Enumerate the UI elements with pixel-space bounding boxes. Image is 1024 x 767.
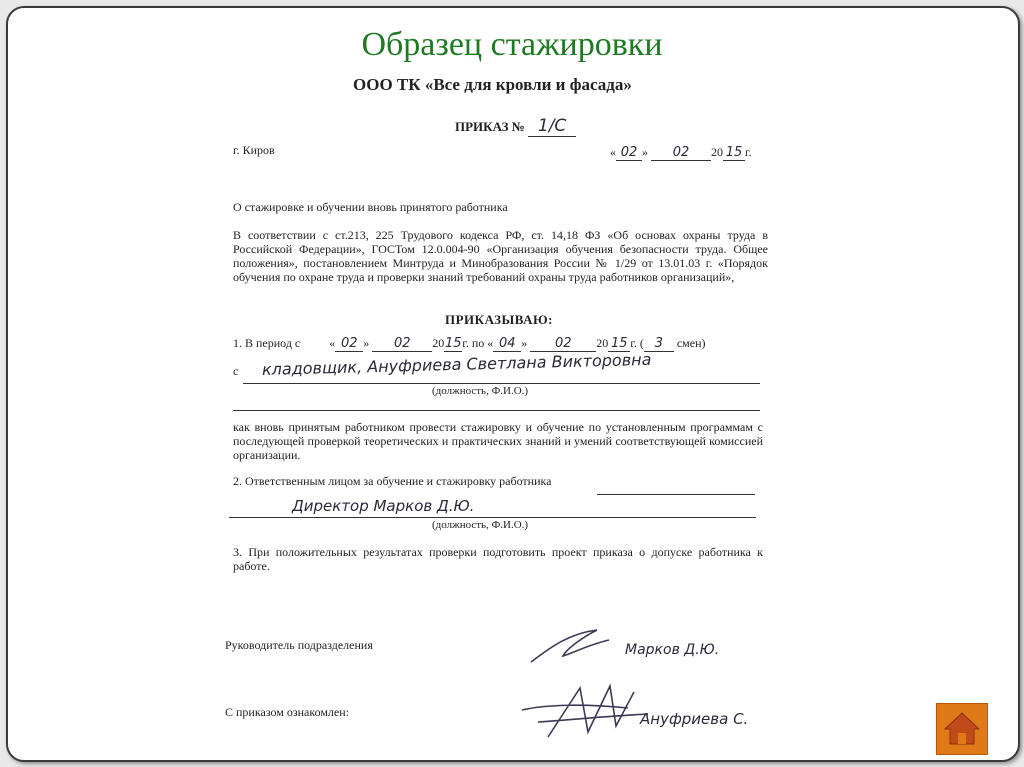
item3-text: 3. При положительных результатах проверки подготовить проект приказа о допуске работника к работе. xyxy=(233,545,763,573)
item3-paragraph xyxy=(233,545,763,573)
slide-title: Образец стажировки xyxy=(361,26,663,63)
item1-from-day: 02 xyxy=(335,336,363,352)
acquainted-label: С приказом ознакомлен: xyxy=(225,705,350,719)
item1-period-row: 1. В период с « 02 » 02 2015г. по « 04 » 02 20 15 г. ( 3 смен) xyxy=(233,336,706,351)
head-signature xyxy=(525,622,615,670)
acquainted-signature xyxy=(518,682,658,748)
item2-caption: (должность, Ф.И.О.) xyxy=(432,519,529,531)
item1-employee-handwritten: кладовщик, Ануфриева Светлана Викторовна xyxy=(261,349,652,379)
date-quote-close: » xyxy=(642,145,648,159)
acquainted-name-handwritten: Ануфриева С. xyxy=(640,710,749,728)
item1-employee-line xyxy=(243,383,760,384)
preamble-paragraph xyxy=(233,228,768,284)
item1-text: как вновь принятым работником провести стажировку и обучение по установленным программам с последующей проверкой теоретических и практических знаний и умений соответствующей комиссией организации. xyxy=(233,420,763,462)
item1-blank-line xyxy=(233,410,760,411)
date-month: 02 xyxy=(651,145,711,161)
item1-to-year: 15 xyxy=(608,336,630,352)
item2-line xyxy=(229,517,756,518)
order-date xyxy=(610,145,752,161)
item1-paragraph xyxy=(233,420,763,462)
item1-to-label: г. по xyxy=(462,336,485,350)
item1-caption: (должность, Ф.И.О.) xyxy=(432,385,529,397)
date-quote-open: « xyxy=(610,145,616,159)
head-name-handwritten: Марков Д.Ю. xyxy=(625,642,720,658)
order-label: ПРИКАЗ № xyxy=(455,119,525,134)
item2-line-top xyxy=(597,494,755,495)
item1-from-year: 15 xyxy=(444,336,462,351)
item1-shifts-suffix: смен) xyxy=(676,336,706,350)
order-heading xyxy=(455,116,576,137)
home-button[interactable] xyxy=(936,703,988,755)
item2-responsible-handwritten: Директор Марков Д.Ю. xyxy=(292,497,475,515)
preamble-text: В соответствии с ст.213, 225 Трудового кодекса РФ, ст. 14,18 ФЗ «Об основах охраны труда в Российской Федерации», ГОСТом 12.0.004-90 «Организация обучения безопасности труда. Общее положения», постановлением Минтруда и Минобразования России № 1/29 от 13.01.03 г. «Порядок обучения по охране труда и проверки знаний требований охраны труда работников организаций», xyxy=(233,228,768,284)
city: г. Киров xyxy=(233,143,275,157)
date-suffix: г. xyxy=(745,145,752,159)
item1-shifts: 3 xyxy=(644,336,674,352)
item1-with-label: с xyxy=(233,364,239,378)
organization-name: ООО ТК «Все для кровли и фасада» xyxy=(353,75,632,94)
item1-to-day: 04 xyxy=(493,336,521,352)
item1-prefix: 1. В период с xyxy=(233,336,301,350)
item2-text: 2. Ответственным лицом за обучение и стажировку работника xyxy=(233,474,552,488)
date-day: 02 xyxy=(616,145,642,161)
item1-shifts-open: г. ( xyxy=(630,336,644,350)
home-icon xyxy=(937,704,987,754)
order-subject: О стажировке и обучении вновь принятого работника xyxy=(233,200,508,214)
head-label: Руководитель подразделения xyxy=(225,638,373,652)
item1-to-month: 02 xyxy=(530,336,596,352)
date-year-prefix: 20 xyxy=(711,145,723,159)
item1-from-month: 02 xyxy=(372,336,432,352)
command-heading: ПРИКАЗЫВАЮ: xyxy=(445,312,553,327)
date-year: 15 xyxy=(723,145,745,161)
order-number: 1/С xyxy=(528,116,576,137)
